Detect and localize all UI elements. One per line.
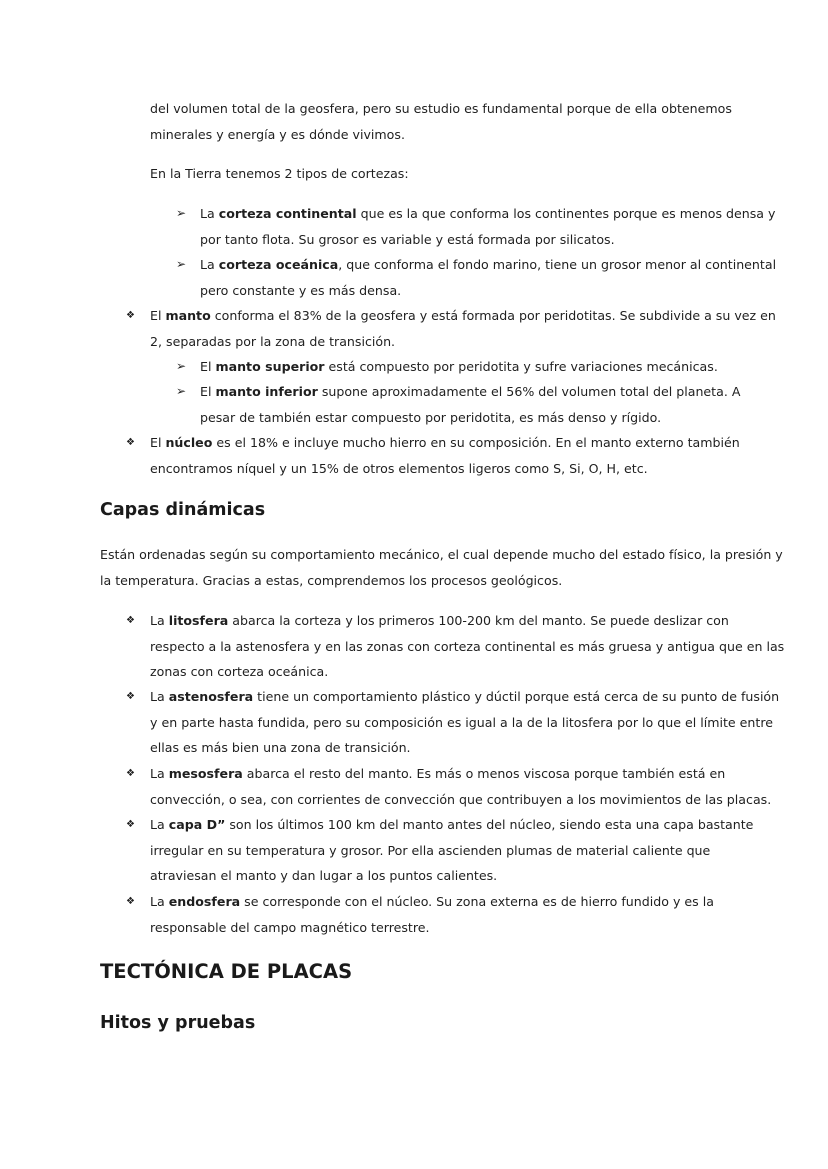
arrow-bullet-icon: ➢	[176, 257, 187, 271]
term: manto	[165, 308, 211, 323]
term: astenosfera	[168, 689, 254, 704]
diamond-bullet-icon: ❖	[126, 691, 135, 702]
term: endosfera	[168, 894, 241, 909]
text: La	[150, 689, 169, 704]
text: responsable del campo magnético terrestre.	[150, 919, 430, 935]
diamond-bullet-icon: ❖	[126, 896, 135, 907]
list-item-corteza-oceanica	[200, 252, 776, 303]
text: encontramos níquel y un 15% de otros elementos ligeros como S, Si, O, H, etc.	[150, 460, 648, 476]
term: manto superior	[215, 359, 325, 374]
text: zonas con corteza oceánica.	[150, 664, 329, 679]
text: El	[150, 308, 166, 323]
text: la temperatura. Gracias a estas, comprendemos los procesos geológicos.	[100, 572, 563, 588]
intro-paragraph	[150, 96, 732, 147]
term: corteza continental	[218, 206, 357, 221]
text: pesar de también estar compuesto por peridotita, es más denso y rígido.	[200, 409, 662, 425]
list-item-manto-superior	[200, 354, 718, 380]
subsection-heading-hitos: Hitos y pruebas	[100, 1013, 256, 1033]
text: El	[150, 435, 166, 450]
list-item-litosfera	[150, 608, 784, 685]
text: La	[150, 766, 169, 781]
text: se corresponde con el núcleo. Su zona externa es de hierro fundido y es la	[240, 894, 714, 909]
text: , que conforma el fondo marino, tiene un grosor menor al continental	[338, 257, 777, 272]
cortezas-intro: En la Tierra tenemos 2 tipos de cortezas:	[150, 166, 409, 181]
arrow-bullet-icon: ➢	[176, 206, 187, 220]
term: manto inferior	[215, 384, 318, 399]
diamond-bullet-icon: ❖	[126, 437, 135, 448]
text: ellas es más bien una zona de transición.	[150, 740, 411, 755]
term: núcleo	[165, 435, 213, 450]
text: abarca la corteza y los primeros 100-200 km del manto. Se puede deslizar con	[228, 613, 729, 628]
term: capa D”	[168, 817, 226, 832]
text: Están ordenadas según su comportamiento mecánico, el cual depende mucho del estado físico, la presión y	[100, 547, 783, 562]
text: respecto a la astenosfera y en las zonas con corteza continental es más gruesa y antigua que en las	[150, 638, 785, 654]
text: atraviesan el manto y dan lugar a los puntos calientes.	[150, 868, 498, 883]
text: tiene un comportamiento plástico y dúctil porque está cerca de su punto de fusión	[253, 689, 780, 704]
list-item-manto	[150, 303, 776, 354]
list-item-capa-d	[150, 812, 753, 889]
text: 2, separadas por la zona de transición.	[150, 333, 396, 349]
list-item-nucleo	[150, 430, 740, 481]
text: La	[150, 894, 169, 909]
intro-line: minerales y energía y es dónde vivimos.	[150, 126, 405, 142]
text: abarca el resto del manto. Es más o menos viscosa porque también está en	[242, 766, 726, 781]
text: pero constante y es más densa.	[200, 282, 402, 298]
text: La	[150, 817, 169, 832]
arrow-bullet-icon: ➢	[176, 359, 187, 373]
diamond-bullet-icon: ❖	[126, 310, 135, 321]
text: conforma el 83% de la geosfera y está formada por peridotitas. Se subdivide a su vez en	[210, 308, 776, 323]
text: supone aproximadamente el 56% del volumen total del planeta. A	[317, 384, 741, 399]
term: litosfera	[168, 613, 229, 628]
list-item-endosfera	[150, 889, 714, 940]
text: El	[200, 359, 216, 374]
text: por tanto flota. Su grosor es variable y está formada por silicatos.	[200, 231, 615, 247]
text: está compuesto por peridotita y sufre variaciones mecánicas.	[324, 359, 718, 374]
text: son los últimos 100 km del manto antes del núcleo, siendo esta una capa bastante	[225, 817, 754, 832]
text: es el 18% e incluye mucho hierro en su composición. En el manto externo también	[212, 435, 740, 450]
text: irregular en su temperatura y grosor. Por ella ascienden plumas de material caliente que	[150, 842, 711, 858]
term: corteza oceánica	[218, 257, 339, 272]
capas-dinamicas-intro	[100, 542, 783, 593]
term: mesosfera	[168, 766, 243, 781]
diamond-bullet-icon: ❖	[126, 819, 135, 830]
text: La	[200, 257, 219, 272]
text: convección, o sea, con corrientes de convección que contribuyen a los movimientos de las placas.	[150, 791, 772, 807]
list-item-mesosfera	[150, 761, 771, 812]
list-item-corteza-continental	[200, 201, 775, 252]
arrow-bullet-icon: ➢	[176, 384, 187, 398]
section-heading-capas-dinamicas: Capas dinámicas	[100, 500, 266, 520]
diamond-bullet-icon: ❖	[126, 615, 135, 626]
intro-line: del volumen total de la geosfera, pero su estudio es fundamental porque de ella obtenemos	[150, 101, 732, 116]
text: La	[200, 206, 219, 221]
text: La	[150, 613, 169, 628]
text: que es la que conforma los continentes porque es menos densa y	[356, 206, 776, 221]
text: El	[200, 384, 216, 399]
list-item-astenosfera	[150, 684, 779, 761]
list-item-manto-inferior	[200, 379, 740, 430]
diamond-bullet-icon: ❖	[126, 768, 135, 779]
text: y en parte hasta fundida, pero su composición es igual a la de la litosfera por lo que el límite entre	[150, 714, 773, 730]
section-heading-tectonica: TECTÓNICA DE PLACAS	[100, 960, 353, 983]
